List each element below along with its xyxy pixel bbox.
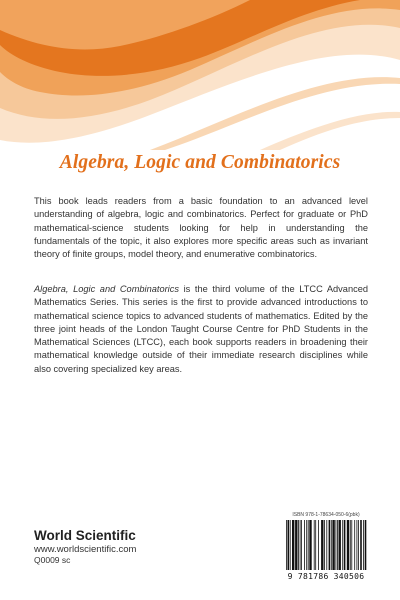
series-title-italic: Algebra, Logic and Combinatorics xyxy=(34,284,179,294)
barcode-bar xyxy=(314,520,315,570)
barcode-panel xyxy=(278,512,374,584)
publisher-url: www.worldscientific.com xyxy=(34,544,137,555)
barcode-bar xyxy=(298,520,299,570)
barcode-bar xyxy=(337,520,338,570)
description-paragraph-2 xyxy=(34,283,368,376)
barcode-bar xyxy=(350,520,351,570)
barcode-bar xyxy=(332,520,334,570)
barcode-bar xyxy=(286,520,287,570)
barcode-bar xyxy=(306,520,307,570)
barcode-bar xyxy=(331,520,332,570)
barcode-bar xyxy=(326,520,327,570)
barcode-bar xyxy=(304,520,305,570)
barcode-bar xyxy=(365,520,367,570)
barcode-bar xyxy=(357,520,358,570)
barcode-bar xyxy=(354,520,355,570)
barcode-bar xyxy=(329,520,331,570)
orange-swoosh-graphic xyxy=(0,0,400,150)
publisher-block xyxy=(34,528,136,566)
barcode-bar xyxy=(295,520,297,570)
publisher-name: World Scientific xyxy=(34,528,136,543)
barcode-bar xyxy=(292,520,294,570)
barcode-bar xyxy=(321,520,323,570)
publisher-code: Q0009 sc xyxy=(34,555,71,565)
isbn-label: ISBN 978-1-78634-050-6(pbk) xyxy=(292,512,360,518)
barcode-bar xyxy=(318,520,319,570)
barcode-bar xyxy=(344,520,346,570)
barcode-bar xyxy=(351,520,352,570)
barcode-bar xyxy=(324,520,325,570)
barcode-bar xyxy=(360,520,362,570)
barcode-bar xyxy=(301,520,302,570)
barcode-bar xyxy=(336,520,337,570)
barcode-bar xyxy=(300,520,301,570)
barcode-bar xyxy=(309,520,311,570)
barcode-bar xyxy=(358,520,359,570)
barcode-icon xyxy=(284,520,368,572)
barcode-bar xyxy=(315,520,316,570)
barcode-bar xyxy=(363,520,364,570)
description-paragraph-2-text: is the third volume of the LTCC Advanced Mathematics Series. This series is the first to provide advanced introductions to mathematical science topics to advanced students of mathematics. Edited by the three joint heads of the London Taught Course Centre for PhD Students in the Mathematical Sciences (LTCC), each book supports readers in broadening their mathematical knowledge outside of their immediate research disciplines while also covering specialized key areas. xyxy=(34,284,369,374)
description-paragraph-1: This book leads readers from a basic foundation to an advanced level understanding of algebra, logic and combinatorics. Perfect for graduate or PhD mathematical-science students looking for help in understanding the fundamentals of the topic, it also explores more specific areas such as invariant theory of finite groups, model theory, and enumerative combinatorics. xyxy=(34,196,368,260)
barcode-bar xyxy=(342,520,343,570)
barcode-bar xyxy=(347,520,349,570)
barcode-bar xyxy=(308,520,309,570)
barcode-bar xyxy=(288,520,290,570)
barcode-number: 9 781786 340506 xyxy=(287,572,365,581)
book-title: Algebra, Logic and Combinatorics xyxy=(59,152,341,173)
barcode-bar xyxy=(339,520,341,570)
barcode-bar xyxy=(290,520,291,570)
